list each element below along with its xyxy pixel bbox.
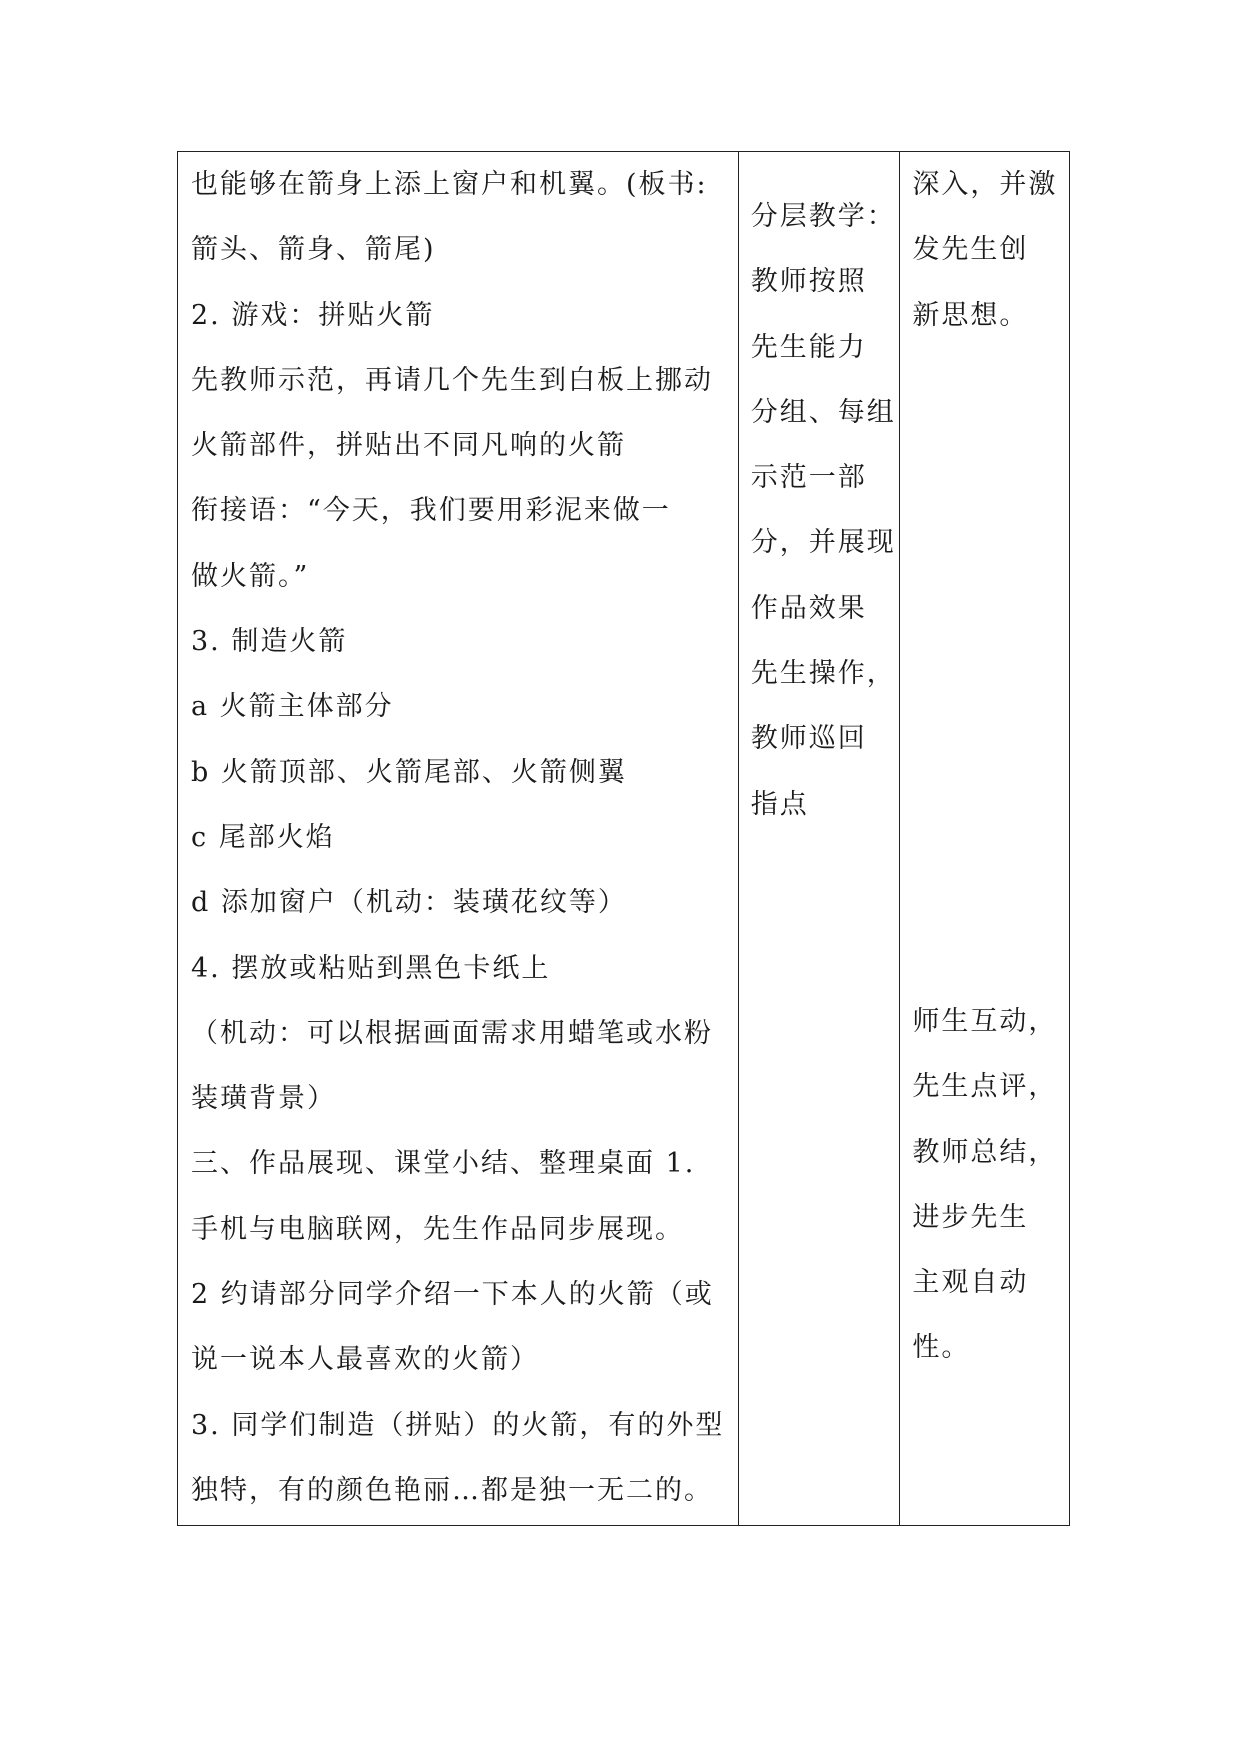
process-text-line: 先教师示范，再请几个先生到白板上挪动 xyxy=(191,364,713,396)
process-text-line: 3. 制造火箭 xyxy=(191,626,348,658)
process-text-line: 装璜背景） xyxy=(191,1083,336,1115)
method-text-line: 指点 xyxy=(750,788,809,820)
design-intent-lines-top xyxy=(912,152,1065,348)
process-text-line: 独特，有的颜色艳丽…都是独一无二的。 xyxy=(191,1474,713,1506)
intent-text-line: 主观自动 xyxy=(912,1267,1029,1299)
method-text-line: 示范一部 xyxy=(750,462,867,494)
method-text-line: 先生能力 xyxy=(750,331,867,363)
method-text-line: 作品效果 xyxy=(750,592,867,624)
teaching-method-cell xyxy=(739,152,901,1525)
process-text-line: a 火箭主体部分 xyxy=(191,691,394,723)
process-text-line: 2 约请部分同学介绍一下本人的火箭（或 xyxy=(191,1279,714,1311)
method-text-line: 先生操作， xyxy=(750,658,896,690)
teaching-process-lines xyxy=(191,152,734,1523)
method-text-line: 分组、每组 xyxy=(750,396,896,428)
process-text-line: 手机与电脑联网，先生作品同步展现。 xyxy=(191,1213,684,1245)
process-text-line: 做火箭。” xyxy=(191,560,310,592)
intent-text-line: 先生点评， xyxy=(912,1071,1058,1103)
process-text-line: （机动：可以根据画面需求用蜡笔或水粉 xyxy=(191,1017,713,1049)
intent-text-line: 性。 xyxy=(912,1332,971,1364)
process-text-line: d 添加窗户（机动：装璜花纹等） xyxy=(191,887,627,919)
process-text-line: 三、作品展现、课堂小结、整理桌面 1. xyxy=(191,1148,696,1180)
teaching-method-lines xyxy=(751,184,896,837)
process-text-line: 火箭部件，拼贴出不同凡响的火箭 xyxy=(191,430,626,462)
intent-text-line: 新思想。 xyxy=(912,299,1029,331)
design-intent-cell xyxy=(900,152,1069,1525)
process-text-line: 4. 摆放或粘贴到黑色卡纸上 xyxy=(191,952,551,984)
intent-text-line: 发先生创 xyxy=(912,234,1029,266)
process-text-line: b 火箭顶部、火箭尾部、火箭侧翼 xyxy=(191,756,627,788)
process-text-line: c 尾部火焰 xyxy=(191,821,335,853)
process-text-line: 也能够在箭身上添上窗户和机翼。(板书: xyxy=(191,169,708,200)
process-text-line: 2. 游戏：拼贴火箭 xyxy=(191,299,435,331)
lesson-plan-table xyxy=(177,151,1070,1526)
intent-text-line: 深入，并激 xyxy=(912,169,1058,200)
process-text-line: 衔接语：“今天，我们要用彩泥来做一 xyxy=(191,495,671,527)
method-text-line: 分，并展现 xyxy=(750,527,896,559)
design-intent-lines-bottom xyxy=(912,989,1065,1381)
teaching-process-cell xyxy=(178,152,739,1525)
method-text-line: 分层教学： xyxy=(750,201,896,232)
method-text-line: 教师按照 xyxy=(750,266,867,298)
method-text-line: 教师巡回 xyxy=(750,723,867,755)
intent-text-line: 师生互动， xyxy=(912,1006,1058,1037)
process-text-line: 3. 同学们制造（拼贴）的火箭，有的外型 xyxy=(191,1409,725,1441)
intent-text-line: 进步先生 xyxy=(912,1201,1029,1233)
process-text-line: 箭头、箭身、箭尾) xyxy=(191,234,436,266)
intent-text-line: 教师总结， xyxy=(912,1136,1058,1168)
process-text-line: 说一说本人最喜欢的火箭） xyxy=(191,1344,539,1376)
